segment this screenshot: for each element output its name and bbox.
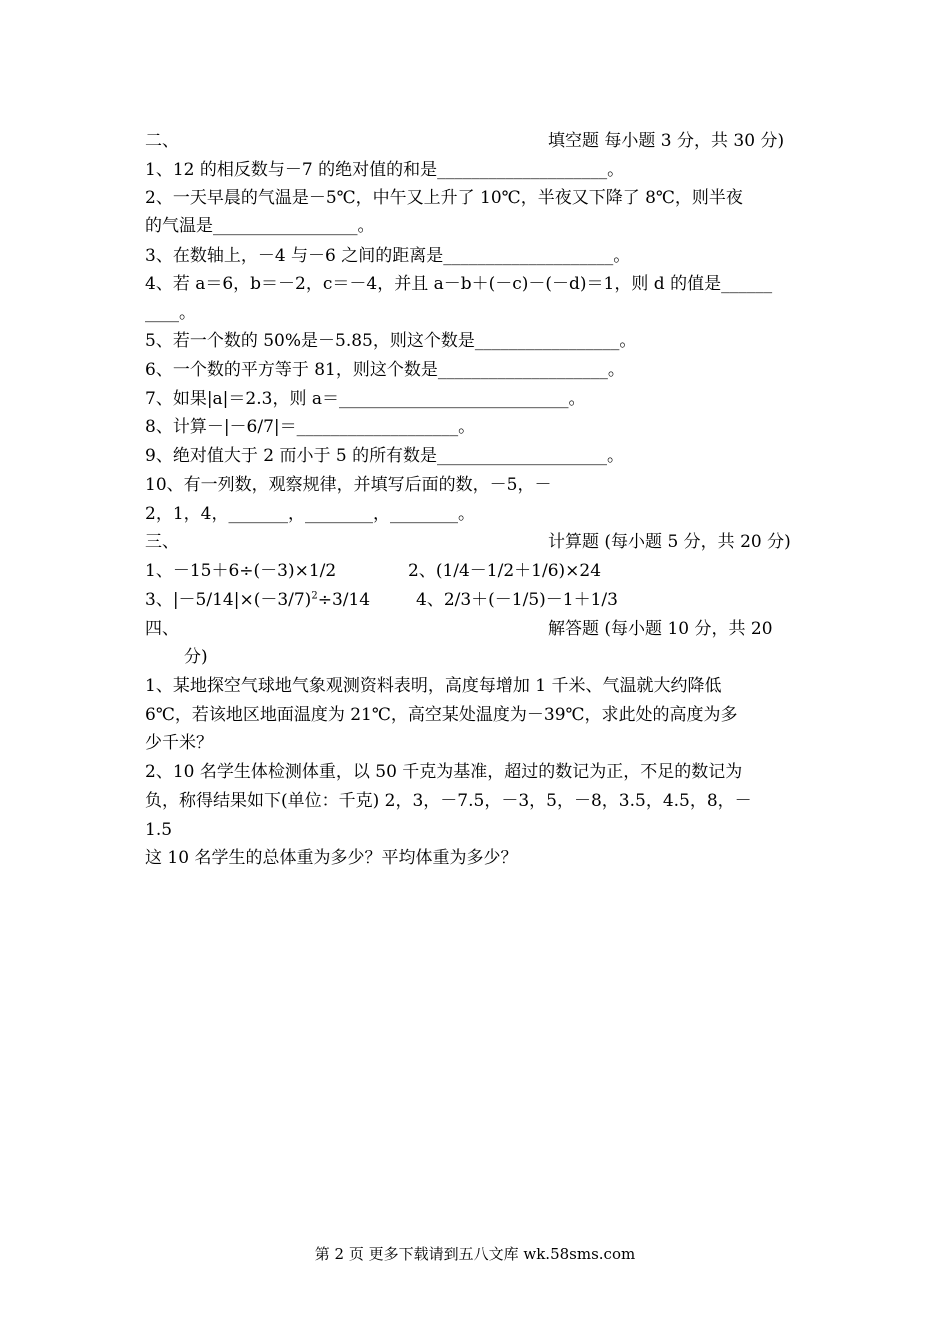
question-4-1-line2: 6℃，若该地区地面温度为 21℃，高空某处温度为－39℃，求此处的高度为多 (145, 705, 738, 725)
question-2-7: 7、如果|a|＝2.3，则 a＝___________________________。 (145, 389, 586, 409)
question-2-6: 6、一个数的平方等于 81，则这个数是____________________。 (145, 360, 625, 380)
question-2-1: 1、12 的相反数与－7 的绝对值的和是____________________。 (145, 160, 625, 180)
section-2-title: 填空题 每小题 3 分，共 30 分) (548, 131, 785, 151)
question-3-3 (145, 589, 370, 611)
page-footer: 第 2 页 更多下载请到五八文库 wk.58sms.com (314, 1245, 636, 1263)
question-4-2-line3: 1.5 (145, 820, 173, 840)
question-4-1-line1: 1、某地探空气球地气象观测资料表明，高度每增加 1 千米、气温就大约降低 (145, 676, 722, 696)
question-3-2: 2、(1/4－1/2＋1/6)×24 (408, 561, 602, 581)
question-2-8: 8、计算－|－6/7|＝___________________。 (145, 417, 476, 437)
question-3-1: 1、－15＋6÷(－3)×1/2 (145, 561, 337, 581)
section-3-number: 三、 (145, 532, 179, 552)
question-4-2-line2: 负，称得结果如下(单位：千克) 2，3，－7.5，－3，5，－8，3.5，4.5，8，－ (145, 791, 752, 811)
question-4-2-line1: 2、10 名学生体检测体重，以 50 千克为基准，超过的数记为正，不足的数记为 (145, 762, 743, 782)
question-3-3-base: 3、|－5/14|×(－3/7) (145, 590, 312, 610)
question-2-3: 3、在数轴上，－4 与－6 之间的距离是____________________。 (145, 246, 631, 266)
question-2-10-line1: 10、有一列数，观察规律，并填写后面的数，－5，－ (145, 475, 552, 495)
section-4-title-continued: 分) (184, 647, 208, 667)
section-2-number: 二、 (145, 131, 179, 151)
question-4-2-line4: 这 10 名学生的总体重为多少？平均体重为多少？ (145, 848, 518, 868)
question-2-2-line2: 的气温是_________________。 (145, 216, 375, 236)
question-3-4: 4、2/3＋(－1/5)－1＋1/3 (416, 590, 618, 610)
section-3-title: 计算题 (每小题 5 分，共 20 分) (548, 532, 791, 552)
question-2-2-line1: 2、一天早晨的气温是－5℃，中午又上升了 10℃，半夜又下降了 8℃，则半夜 (145, 188, 743, 208)
question-2-9: 9、绝对值大于 2 而小于 5 的所有数是____________________。 (145, 446, 625, 466)
question-3-3-rest: ÷3/14 (317, 590, 371, 610)
section-4-number: 四、 (145, 619, 179, 639)
question-2-4-line2: ____。 (145, 303, 196, 323)
question-2-5: 5、若一个数的 50%是－5.85，则这个数是_________________。 (145, 331, 637, 351)
section-4-title: 解答题 (每小题 10 分，共 20 (548, 619, 773, 639)
question-4-1-line3: 少千米？ (145, 733, 213, 753)
question-2-4-line1: 4、若 a＝6，b＝－2，c＝－4，并且 a－b＋(－c)－(－d)＝1，则 d 的值是______ (145, 274, 773, 294)
question-2-10-line2: 2，1，4，_______，________，________。 (145, 504, 475, 524)
question-3-3-exponent: 2 (311, 590, 318, 602)
